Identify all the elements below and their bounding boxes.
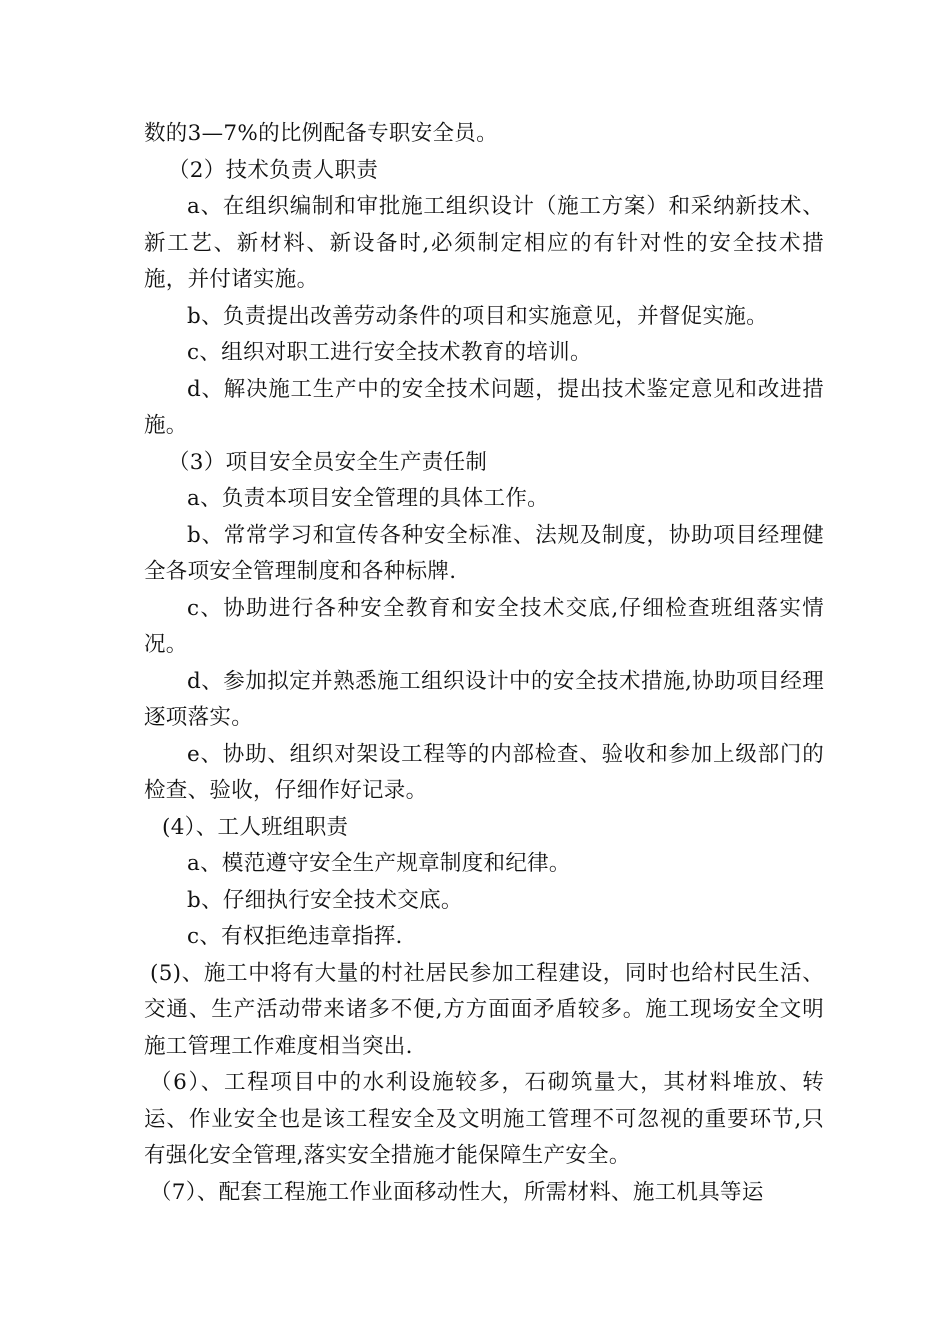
- list-item-2c: c、组织对职工进行安全技术教育的培训。: [187, 340, 592, 365]
- list-item-3d: d、参加拟定并熟悉施工组织设计中的安全技术措施,协助项目经理逐项落实。: [144, 668, 824, 730]
- paragraph-continuation: 数的3—7%的比例配备专职安全员。: [144, 121, 498, 146]
- section-heading-4: (4）、工人班组职责: [162, 814, 349, 840]
- list-item-3b: b、常常学习和宣传各种安全标准、法规及制度，协助项目经理健全各项安全管理制度和各种标牌.: [144, 522, 824, 584]
- section-paragraph-7: （7）、配套工程施工作业面移动性大，所需材料、施工机具等运: [150, 1179, 764, 1205]
- list-item-4b: b、仔细执行安全技术交底。: [187, 887, 463, 913]
- list-item-3c: c、协助进行各种安全教育和安全技术交底,仔细检查班组落实情况。: [144, 595, 824, 657]
- list-item-2a: a、在组织编制和审批施工组织设计（施工方案）和采纳新技术、新工艺、新材料、新设备时,必须制定相应的有针对性的安全技术措施，并付诸实施。: [144, 194, 824, 292]
- section-heading-3: （3）项目安全员安全生产责任制: [168, 449, 488, 475]
- list-item-3e: e、协助、组织对架设工程等的内部检查、验收和参加上级部门的检查、验收，仔细作好记录。: [144, 741, 824, 803]
- section-paragraph-5: (5)、施工中将有大量的村社居民参加工程建设，同时也给村民生活、交通、生产活动带来诸多不便,方方面面矛盾较多。施工现场安全文明施工管理工作难度相当突出.: [144, 960, 824, 1059]
- list-item-2b: b、负责提出改善劳动条件的项目和实施意见，并督促实施。: [187, 303, 768, 329]
- section-paragraph-6: （6）、工程项目中的水利设施较多，石砌筑量大，其材料堆放、转运、作业安全也是该工程安全及文明施工管理不可忽视的重要环节,只有强化安全管理,落实安全措施才能保障生产安全。: [144, 1070, 824, 1168]
- list-item-3a: a、负责本项目安全管理的具体工作。: [187, 486, 549, 511]
- section-heading-2: （2）技术负责人职责: [168, 157, 379, 183]
- document-body: [144, 116, 824, 1211]
- list-item-4c: c、有权拒绝违章指挥.: [187, 924, 403, 949]
- list-item-4a: a、模范遵守安全生产规章制度和纪律。: [187, 851, 571, 876]
- list-item-2d: d、解决施工生产中的安全技术问题，提出技术鉴定意见和改进措施。: [144, 376, 824, 438]
